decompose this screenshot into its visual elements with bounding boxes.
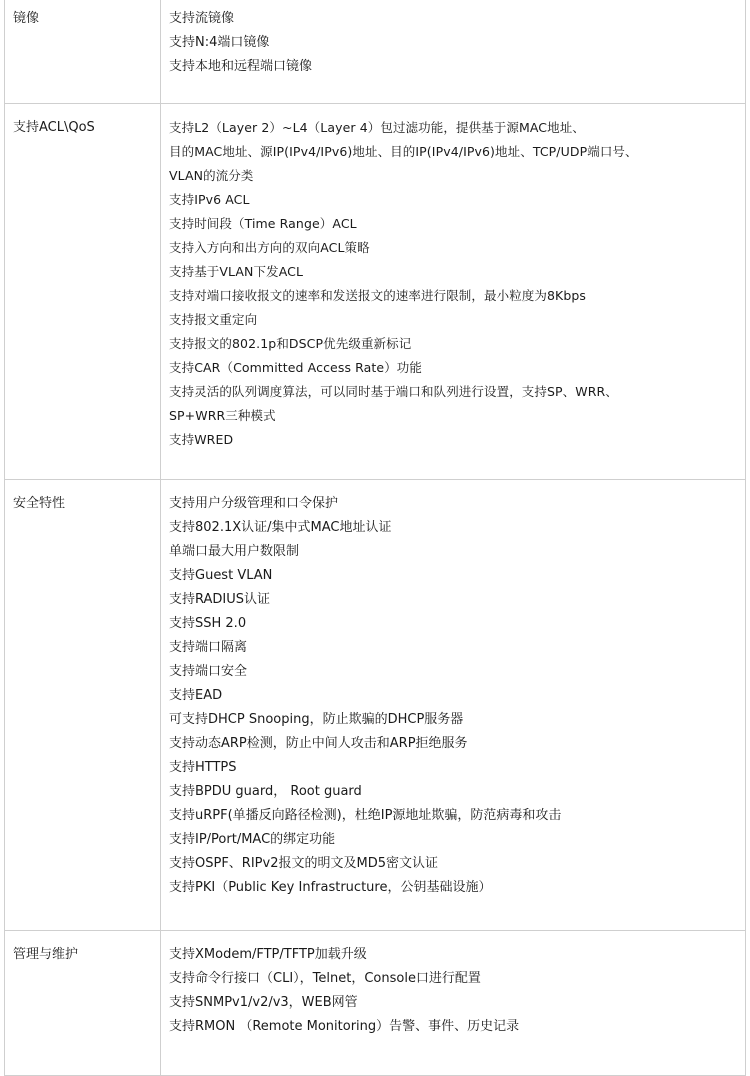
- feature-line: 支持PKI（Public Key Infrastructure，公钥基础设施）: [169, 880, 492, 895]
- feature-list: [161, 104, 746, 480]
- feature-line: 支持灵活的队列调度算法，可以同时基于端口和队列进行设置，支持SP、WRR、: [169, 384, 618, 399]
- feature-line: 支持IP/Port/MAC的绑定功能: [169, 832, 336, 847]
- category-label: 安全特性: [13, 496, 66, 511]
- table-row: [5, 104, 746, 480]
- feature-line: 支持OSPF、RIPv2报文的明文及MD5密文认证: [169, 856, 438, 871]
- feature-line: 支持N:4端口镜像: [169, 35, 270, 50]
- feature-line: 支持报文重定向: [169, 312, 258, 327]
- feature-line: 支持时间段（Time Range）ACL: [169, 216, 357, 231]
- feature-list: [161, 0, 746, 104]
- feature-line: 单端口最大用户数限制: [169, 544, 300, 559]
- feature-line: 支持报文的802.1p和DSCP优先级重新标记: [169, 336, 412, 351]
- feature-line: 支持IPv6 ACL: [169, 192, 250, 207]
- category-label: 支持ACL\QoS: [13, 120, 95, 135]
- feature-list: [161, 931, 746, 1076]
- feature-line: 支持XModem/FTP/TFTP加载升级: [169, 947, 367, 962]
- feature-line: 支持Guest VLAN: [169, 568, 273, 583]
- category-cell: [5, 931, 161, 1076]
- feature-line: 支持BPDU guard， Root guard: [169, 784, 362, 799]
- feature-line: 支持HTTPS: [169, 760, 237, 775]
- table-row: [5, 480, 746, 931]
- feature-line: 支持SNMPv1/v2/v3，WEB网管: [169, 995, 358, 1010]
- feature-line: SP+WRR三种模式: [169, 408, 276, 423]
- category-label: 管理与维护: [13, 947, 79, 962]
- feature-line: 支持本地和远程端口镜像: [169, 59, 313, 74]
- feature-line: 支持基于VLAN下发ACL: [169, 264, 304, 279]
- feature-line: 支持RADIUS认证: [169, 592, 271, 607]
- feature-line: 目的MAC地址、源IP(IPv4/IPv6)地址、目的IP(IPv4/IPv6)地址、TCP/UDP端口号、: [169, 144, 638, 159]
- feature-line: 支持EAD: [169, 688, 223, 703]
- table-row: [5, 931, 746, 1076]
- feature-line: 支持L2（Layer 2）~L4（Layer 4）包过滤功能，提供基于源MAC地址、: [169, 120, 585, 135]
- table-row: [5, 0, 746, 104]
- feature-line: 支持RMON （Remote Monitoring）告警、事件、历史记录: [169, 1019, 520, 1034]
- category-cell: [5, 0, 161, 104]
- feature-list: [161, 480, 746, 931]
- feature-line: 支持uRPF(单播反向路径检测)，杜绝IP源地址欺骗，防范病毒和攻击: [169, 808, 562, 823]
- feature-line: 支持动态ARP检测，防止中间人攻击和ARP拒绝服务: [169, 736, 468, 751]
- feature-line: 支持CAR（Committed Access Rate）功能: [169, 360, 422, 375]
- feature-line: 支持端口安全: [169, 664, 248, 679]
- feature-line: VLAN的流分类: [169, 168, 254, 183]
- category-cell: [5, 480, 161, 931]
- feature-line: 支持用户分级管理和口令保护: [169, 496, 339, 511]
- feature-line: 支持对端口接收报文的速率和发送报文的速率进行限制，最小粒度为8Kbps: [169, 288, 587, 303]
- feature-line: 支持802.1X认证/集中式MAC地址认证: [169, 520, 392, 535]
- feature-line: 支持SSH 2.0: [169, 616, 247, 631]
- spec-table: [4, 0, 746, 1076]
- category-cell: [5, 104, 161, 480]
- feature-line: 可支持DHCP Snooping，防止欺骗的DHCP服务器: [169, 712, 464, 727]
- feature-line: 支持入方向和出方向的双向ACL策略: [169, 240, 370, 255]
- feature-line: 支持流镜像: [169, 11, 235, 26]
- feature-line: 支持命令行接口（CLI），Telnet，Console口进行配置: [169, 971, 481, 986]
- feature-line: 支持端口隔离: [169, 640, 248, 655]
- feature-line: 支持WRED: [169, 432, 234, 447]
- category-label: 镜像: [13, 11, 40, 26]
